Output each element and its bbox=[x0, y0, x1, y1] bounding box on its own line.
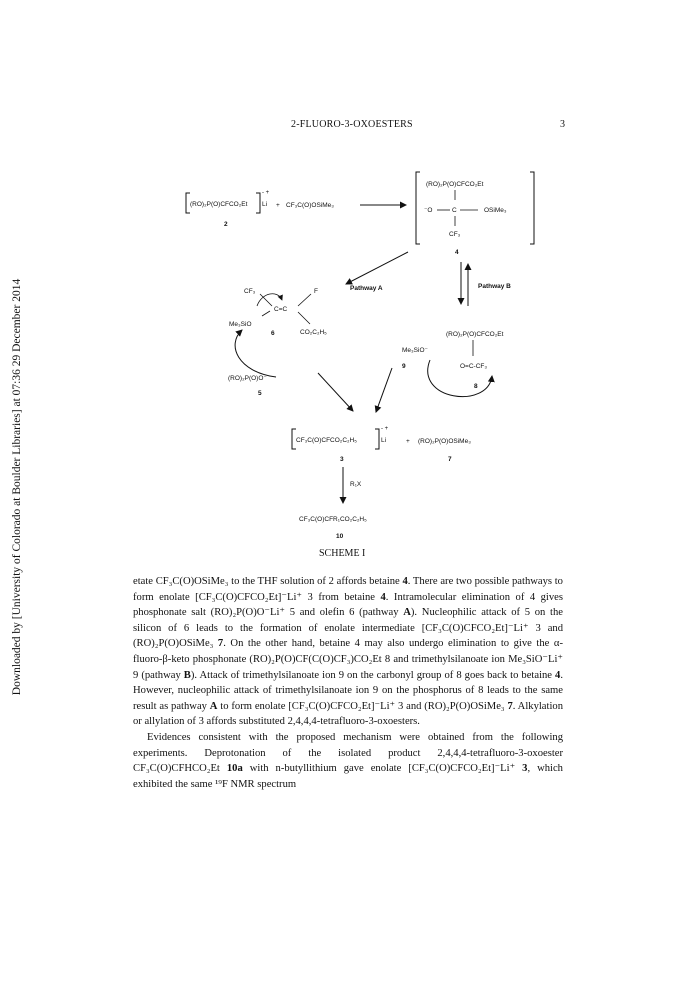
pathway-a-label: Pathway A bbox=[350, 285, 383, 292]
salt-5: (RO)₂P(O)O⁻ bbox=[228, 375, 267, 382]
svg-text:O=C-CF₃: O=C-CF₃ bbox=[460, 363, 488, 370]
scheme-caption: SCHEME I bbox=[319, 548, 366, 559]
running-title: 2-FLUORO-3-OXOESTERS bbox=[291, 119, 413, 130]
label-9: 9 bbox=[402, 363, 406, 370]
plus-sign-2: + bbox=[406, 438, 410, 445]
enolate-3 bbox=[292, 426, 389, 463]
reagent-2 bbox=[186, 190, 270, 228]
svg-text:⁻O: ⁻O bbox=[424, 207, 433, 214]
product-10: CF₃C(O)CFR₁CO₂C₂H₅ bbox=[299, 516, 367, 523]
reagent-rx: R₁X bbox=[350, 481, 362, 488]
label-2: 2 bbox=[224, 221, 228, 228]
svg-text:Me₃SiO: Me₃SiO bbox=[229, 321, 252, 328]
ion-9: Me₃SiO⁻ bbox=[402, 347, 428, 354]
svg-text:(RO)₂P(O)CFCO₂Et: (RO)₂P(O)CFCO₂Et bbox=[426, 181, 484, 188]
label-10: 10 bbox=[336, 533, 344, 540]
svg-text:CF₃: CF₃ bbox=[449, 231, 461, 238]
label-5: 5 bbox=[258, 390, 262, 397]
pathway-b-label: Pathway B bbox=[478, 283, 511, 290]
arrow-to-enolate-left bbox=[318, 373, 353, 411]
svg-text:C: C bbox=[452, 207, 457, 214]
ketophosphonate-8 bbox=[446, 331, 504, 390]
svg-text:CF₃: CF₃ bbox=[244, 288, 256, 295]
svg-text:- +: - + bbox=[381, 426, 389, 432]
label-7: 7 bbox=[448, 456, 452, 463]
svg-text:- +: - + bbox=[262, 190, 270, 196]
svg-text:CF₃C(O)CFCO₂C₂H₅: CF₃C(O)CFCO₂C₂H₅ bbox=[296, 437, 357, 444]
product-7: (RO)₂P(O)OSiMe₃ bbox=[418, 438, 471, 445]
paragraph-1: etate CF₃C(O)OSiMe₃ to the THF solution of 2 affords betaine 4. There are two possible pathways to form enolate [CF₃C(O)CFCO₂Et]⁻Li⁺ 3 from betaine 4. Intramolecular elimination of 4 gives phosphonate salt (RO)₂P(O)O⁻Li⁺ 5 and olefin 6 (pathway A). Nucleophilic attack of 5 on the silicon of 6 leads to the formation of enolate intermediate [CF₃C(O)CFCO₂Et]⁻Li⁺ 3 and (RO)₂P(O)OSiMe₃ 7. On the other hand, betaine 4 may also undergo elimination to give the α-fluoro-β-keto phosphonate (RO)₂P(O)CF(C(O)CF₃)CO₂Et 8 and trimethylsilanoate ion Me₃SiO⁻Li⁺ 9 (pathway B). Attack of trimethylsilanoate ion 9 on the carbonyl group of 8 goes back to betaine 4. However, nucleophilic attack of trimethylsilanoate ion 9 on the phosphorus of 8 leads to the same result as pathway A to form enolate [CF₃C(O)CFCO₂Et]⁻Li⁺ 3 and (RO)₂P(O)OSiMe₃ 7. Alkylation or allylation of 3 affords substituted 2,4,4,4-tetrafluoro-3-oxoesters. bbox=[133, 576, 563, 728]
arrow-to-enolate-right bbox=[376, 368, 392, 412]
olefin-6 bbox=[229, 288, 327, 337]
svg-text:F: F bbox=[314, 288, 318, 295]
body-text bbox=[133, 574, 563, 792]
page-number: 3 bbox=[560, 119, 565, 130]
reagent-2-counterion: Li bbox=[262, 201, 268, 208]
svg-text:(RO)₂P(O)CFCO₂Et: (RO)₂P(O)CFCO₂Et bbox=[446, 331, 504, 338]
paragraph-2: Evidences consistent with the proposed mechanism were obtained from the following experiments. Deprotonation of the isolated product 2,4,4,4-tetrafluoro-3-oxoester CF₃C(O)CFHCO₂Et 10a with n-butyllithium gave enolate [CF₃C(O)CFCO₂Et]⁻Li⁺ 3, which exhibited the same ¹⁹F NMR spectrum bbox=[133, 731, 563, 790]
reagent-tfa-silyl: CF₃C(O)OSiMe₃ bbox=[286, 202, 334, 209]
download-watermark: Downloaded by [University of Colorado at Boulder Libraries] at 07:36 29 December 2014 bbox=[11, 278, 23, 696]
label-6: 6 bbox=[271, 330, 275, 337]
arrow-pathway-a bbox=[346, 252, 408, 284]
label-8: 8 bbox=[474, 383, 478, 390]
label-3: 3 bbox=[340, 456, 344, 463]
label-4: 4 bbox=[455, 249, 459, 256]
svg-text:C=C: C=C bbox=[274, 306, 288, 313]
svg-text:OSiMe₃: OSiMe₃ bbox=[484, 207, 507, 214]
svg-text:CO₂C₂H₅: CO₂C₂H₅ bbox=[300, 329, 327, 336]
curved-arrow-5-attack bbox=[235, 330, 276, 377]
reagent-2-formula: (RO)₂P(O)CFCO₂Et bbox=[190, 201, 248, 208]
betaine-4 bbox=[416, 172, 534, 256]
svg-text:Li: Li bbox=[381, 437, 387, 444]
plus-sign-1: + bbox=[276, 202, 280, 209]
